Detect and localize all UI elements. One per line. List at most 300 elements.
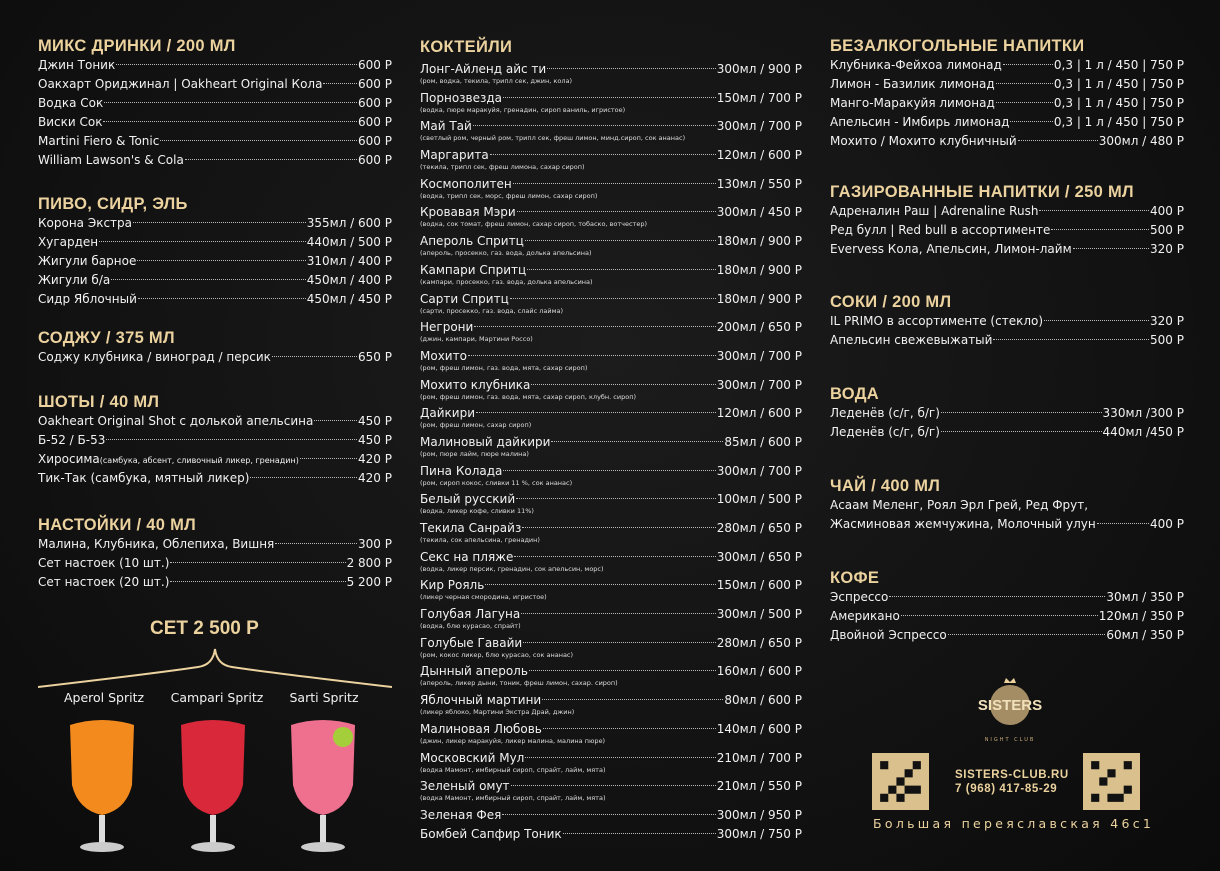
cocktail-item	[420, 62, 802, 91]
dotted-leader	[547, 68, 716, 69]
dotted-leader	[543, 728, 716, 729]
item-price: 500 Р	[1150, 333, 1184, 347]
section-title: БЕЗАЛКОГОЛЬНЫЕ НАПИТКИ	[830, 37, 1085, 55]
dotted-leader	[523, 642, 716, 643]
item-price: 280мл / 650 Р	[716, 635, 802, 650]
menu-section	[38, 328, 392, 367]
item-name: Эспрессо	[830, 590, 889, 604]
menu-item	[420, 550, 802, 565]
dotted-leader	[563, 833, 716, 834]
dotted-leader	[468, 355, 716, 356]
cocktail-item	[420, 148, 802, 177]
dotted-leader	[510, 298, 716, 299]
drink-label: Campari Spritz	[170, 690, 264, 705]
dotted-leader	[527, 269, 716, 270]
cocktail-item	[420, 205, 802, 234]
dotted-leader	[531, 384, 715, 385]
item-price: 500 Р	[1150, 223, 1184, 237]
menu-item	[420, 378, 802, 393]
item-price: 400 Р	[1150, 204, 1184, 218]
ornament-divider	[38, 645, 392, 690]
item-name: Б-52 / Б-53	[38, 433, 106, 447]
menu-item	[420, 464, 802, 479]
item-price: 600 Р	[358, 115, 392, 129]
menu-item	[830, 94, 1184, 113]
dotted-leader	[170, 581, 345, 582]
dotted-leader	[901, 615, 1098, 616]
dotted-leader	[502, 814, 715, 815]
item-price: 450мл / 400 Р	[306, 273, 392, 287]
dotted-leader	[476, 412, 716, 413]
dotted-leader	[185, 159, 357, 160]
item-name: Малина, Клубника, Облепиха, Вишня	[38, 537, 275, 551]
menu-section	[38, 515, 392, 592]
cocktail-ingredients: (джин, кампари, Мартини Россо)	[420, 335, 533, 344]
menu-item	[830, 75, 1184, 94]
item-price: 440мл / 500 Р	[306, 235, 392, 249]
item-name: Зеленая Фея	[420, 807, 502, 822]
cocktail-ingredients: (водка, трипл сек, морс, фреш лимон, сахар сироп)	[420, 191, 598, 200]
dotted-leader	[250, 477, 357, 478]
item-price: 355мл / 600 Р	[306, 216, 392, 230]
dotted-leader	[104, 102, 357, 103]
item-name: IL PRIMO в ассортименте (стекло)	[830, 314, 1044, 328]
item-price: 300 Р	[358, 537, 392, 551]
item-name: Леденёв (с/г, б/г)	[830, 425, 940, 439]
dotted-leader	[521, 613, 716, 614]
cocktail-item	[420, 320, 802, 349]
menu-item	[420, 693, 802, 708]
menu-item	[38, 573, 392, 592]
dotted-leader	[116, 64, 357, 65]
item-name: Водка Сок	[38, 96, 104, 110]
cocktail-item	[420, 406, 802, 435]
cocktail-ingredients: (водка, ликер кофе, сливки 11%)	[420, 507, 534, 516]
dotted-leader	[99, 241, 306, 242]
menu-item	[38, 252, 392, 271]
dotted-leader	[517, 211, 716, 212]
item-name: Адреналин Раш | Adrenaline Rush	[830, 204, 1039, 218]
item-name: Секс на пляже	[420, 549, 514, 564]
section-title: МИКС ДРИНКИ / 200 МЛ	[38, 37, 236, 55]
item-name: Двойной Эспрессо	[830, 628, 947, 642]
cocktail-ingredients: (ликер яблоко, Мартини Экстра Драй, джин)	[420, 708, 575, 717]
item-name: Космополитен	[420, 176, 512, 191]
item-price: 5 200 Р	[346, 575, 392, 589]
logo-tagline: NIGHT CLUB	[984, 737, 1036, 743]
item-price: 450 Р	[358, 433, 392, 447]
item-name: Мохито / Мохито клубничный	[830, 134, 1017, 148]
item-price: 330мл /300 Р	[1102, 406, 1184, 420]
menu-item	[420, 349, 802, 364]
item-name: Корона Экстра	[38, 216, 133, 230]
dotted-leader	[474, 326, 715, 327]
item-price: 200мл / 650 Р	[716, 320, 802, 335]
item-price: 300мл / 480 Р	[1098, 134, 1184, 148]
item-name: Оакхарт Ориджинал | Oakheart Original Кола	[38, 77, 323, 91]
menu-item	[830, 240, 1184, 259]
item-name: Американо	[830, 609, 900, 623]
menu-item	[830, 331, 1184, 350]
item-name: Маргарита	[420, 148, 489, 163]
item-name: Белый русский	[420, 492, 516, 507]
cocktail-ingredients: (ром, фреш лимон, газ. вода, мята, сахар сироп, клубн. сироп)	[420, 392, 636, 401]
item-price: 600 Р	[358, 77, 392, 91]
item-price: 30мл / 350 Р	[1106, 590, 1184, 604]
dotted-leader	[1051, 229, 1149, 230]
menu-item	[38, 75, 392, 94]
menu-item	[38, 412, 392, 431]
menu-section	[38, 36, 392, 170]
dotted-leader	[137, 260, 305, 261]
dotted-leader	[103, 121, 357, 122]
cocktail-ingredients: (ром, фреш лимон, сахар сироп)	[420, 421, 532, 430]
menu-item	[830, 221, 1184, 240]
dotted-leader	[1097, 523, 1149, 524]
menu-item	[420, 177, 802, 192]
menu-item	[420, 578, 802, 593]
item-price: 450мл / 450 Р	[306, 292, 392, 306]
menu-section	[830, 182, 1184, 259]
cocktail-item	[420, 378, 802, 407]
menu-item	[420, 521, 802, 536]
item-price: 280мл / 650 Р	[716, 521, 802, 535]
item-name: Сидр Яблочный	[38, 292, 137, 306]
item-price: 600 Р	[358, 96, 392, 110]
menu-item	[38, 535, 392, 554]
item-price: 0,3 | 1 л / 450 | 750 Р	[1053, 77, 1184, 91]
item-price: 300мл / 700 Р	[716, 463, 802, 478]
item-name: Голубые Гавайи	[420, 635, 523, 650]
item-name: Соджу клубника / виноград / персик	[38, 350, 271, 364]
item-name: Порнозвезда	[420, 90, 503, 105]
cocktail-item	[420, 722, 802, 751]
dotted-leader	[941, 431, 1102, 432]
cocktail-item	[420, 349, 802, 378]
item-price: 320 Р	[1150, 314, 1184, 328]
menu-item	[420, 664, 802, 679]
menu-section	[830, 476, 1184, 534]
item-price: 300мл / 700 Р	[716, 119, 802, 134]
dotted-leader	[522, 527, 715, 528]
menu-item	[38, 214, 392, 233]
cocktail-item	[420, 263, 802, 292]
menu-item	[420, 263, 802, 278]
item-name: Evervess Кола, Апельсин, Лимон-лайм	[830, 242, 1072, 256]
menu-section	[830, 36, 1184, 151]
item-price: 180мл / 900 Р	[716, 262, 802, 277]
item-price: 210мл / 700 Р	[716, 750, 802, 765]
dotted-leader	[133, 222, 306, 223]
cocktail-ingredients: (ром, кокос ликер, блю курасао, сок ананас)	[420, 650, 574, 659]
menu-item	[420, 779, 802, 794]
item-price: 180мл / 900 Р	[716, 234, 802, 249]
dotted-leader	[490, 154, 716, 155]
section-title: ШОТЫ / 40 МЛ	[38, 393, 160, 411]
item-name: Дайкири	[420, 406, 475, 421]
item-name: Oakheart Original Shot с долькой апельсина	[38, 414, 314, 428]
dotted-leader	[525, 240, 716, 241]
cocktail-item	[420, 779, 802, 808]
item-price: 650 Р	[358, 350, 392, 364]
section-title: КОФЕ	[830, 569, 880, 587]
item-price: 120мл / 350 Р	[1098, 609, 1184, 623]
menu-item	[38, 56, 392, 75]
cocktail-ingredients: (текила, трипл сек, фреш лимона, сахар сироп)	[420, 163, 585, 172]
section-title: СОКИ / 200 МЛ	[830, 293, 952, 311]
item-name: Сарти Спритц	[420, 291, 509, 306]
menu-section	[830, 568, 1184, 645]
dotted-leader	[948, 634, 1106, 635]
cocktail-item	[420, 91, 802, 120]
cocktail-ingredients: (джин, ликер маракуйя, ликер малина, малина пюре)	[420, 736, 606, 745]
set-title: СЕТ 2 500 Р	[150, 618, 259, 639]
menu-section	[38, 392, 392, 488]
item-price: 100мл / 500 Р	[716, 492, 802, 507]
menu-item	[420, 119, 802, 134]
item-name: Мохито	[420, 348, 467, 363]
phone-number[interactable]: 7 (968) 417-85-29	[955, 783, 1058, 795]
menu-item	[38, 431, 392, 450]
section-title: СОДЖУ / 375 МЛ	[38, 329, 175, 347]
item-name: Май Тай	[420, 119, 472, 134]
item-name: Хугарден	[38, 235, 99, 249]
cocktail-ingredients: (апероль, просекко, газ. вода, долька апельсина)	[420, 249, 592, 258]
menu-item	[420, 827, 802, 842]
menu-item	[420, 234, 802, 249]
menu-item	[420, 148, 802, 163]
item-name: Ред булл | Red bull в ассортименте	[830, 223, 1051, 237]
cocktail-item	[420, 636, 802, 665]
section-title: КОКТЕЙЛИ	[420, 38, 513, 56]
menu-item	[420, 607, 802, 622]
item-price: 300мл / 900 Р	[716, 62, 802, 76]
dotted-leader	[300, 458, 357, 459]
cocktail-ingredients: (ром, фреш лимон, газ. вода, мята, сахар сироп)	[420, 363, 588, 372]
menu-item	[38, 233, 392, 252]
dotted-leader	[529, 670, 716, 671]
menu-item	[38, 348, 392, 367]
campari-glass-image	[173, 715, 253, 855]
dotted-leader	[170, 562, 345, 563]
item-price: 420 Р	[358, 471, 392, 485]
item-note: (самбука, абсент, сливочный ликер, гренадин)	[99, 456, 299, 465]
item-price: 120мл / 600 Р	[716, 148, 802, 163]
item-price: 400 Р	[1150, 517, 1184, 531]
item-name: Мохито клубника	[420, 377, 531, 392]
cocktails-column	[420, 0, 802, 871]
cocktail-item	[420, 607, 802, 636]
dotted-leader	[941, 412, 1102, 413]
menu-item	[830, 496, 1184, 515]
item-name: William Lawson's & Cola	[38, 153, 184, 167]
cocktail-ingredients: (текила, сок апельсина, гренадин)	[420, 536, 540, 544]
cocktail-item	[420, 119, 802, 148]
item-name: Текила Санрайз	[420, 521, 522, 535]
dotted-leader	[314, 420, 357, 421]
menu-section	[830, 384, 1184, 442]
logo-text: SISTERS	[977, 697, 1043, 714]
menu-item	[38, 94, 392, 113]
item-price: 300мл / 700 Р	[716, 348, 802, 363]
item-price: 0,3 | 1 л / 450 | 750 Р	[1053, 96, 1184, 110]
menu-item	[830, 312, 1184, 331]
dotted-leader	[993, 339, 1149, 340]
menu-item	[38, 132, 392, 151]
telegram-qr-code[interactable]	[1083, 753, 1140, 810]
item-price: 60мл / 350 Р	[1106, 628, 1184, 642]
cocktail-ingredients: (ром, пюре лайм, пюре малина)	[420, 449, 529, 458]
item-price: 85мл / 600 Р	[724, 434, 802, 449]
menu-section	[830, 292, 1184, 350]
item-name: Тик-Так (самбука, мятный ликер)	[38, 471, 250, 485]
menu-section	[38, 194, 392, 309]
item-price: 120мл / 600 Р	[716, 406, 802, 421]
menu-item	[830, 423, 1184, 442]
dotted-leader	[514, 556, 715, 557]
item-price: 160мл / 600 Р	[716, 664, 802, 679]
menu-item	[420, 62, 802, 77]
sarti-glass-image	[283, 715, 363, 855]
dotted-leader	[275, 543, 357, 544]
cocktail-item	[420, 664, 802, 693]
item-name: Зеленый омут	[420, 779, 510, 794]
item-name: Жигули б/а	[38, 273, 111, 287]
cocktail-item	[420, 578, 802, 607]
item-price: 450 Р	[358, 414, 392, 428]
item-name: Леденёв (с/г, б/г)	[830, 406, 940, 420]
website-qr-code[interactable]	[872, 753, 929, 810]
dotted-leader	[525, 757, 715, 758]
aperol-glass-image	[62, 715, 142, 855]
dotted-leader	[996, 83, 1053, 84]
item-price: 300мл / 700 Р	[716, 377, 802, 392]
item-name: Малиновая Любовь	[420, 721, 542, 736]
menu-item	[830, 607, 1184, 626]
item-name: Лонг-Айленд айс ти	[420, 62, 547, 76]
cocktail-ingredients: (водка Мамонт, имбирный сироп, спрайт, лайм, мята)	[420, 794, 606, 803]
item-price: 130мл / 550 Р	[716, 176, 802, 191]
item-price: 600 Р	[358, 134, 392, 148]
dotted-leader	[1044, 320, 1149, 321]
item-price: 150мл / 600 Р	[716, 578, 802, 593]
contacts	[955, 768, 1069, 796]
cocktail-ingredients: (водка Мамонт, имбирный сироп, спрайт, лайм, мята)	[420, 765, 606, 774]
menu-item	[420, 492, 802, 507]
item-name: Голубая Лагуна	[420, 607, 521, 622]
menu-item	[38, 450, 392, 469]
item-name: Сет настоек (10 шт.)	[38, 556, 170, 570]
item-price: 210мл / 550 Р	[716, 779, 802, 794]
dotted-leader	[111, 279, 306, 280]
item-price: 2 800 Р	[346, 556, 392, 570]
cocktail-item	[420, 751, 802, 780]
dotted-leader	[503, 470, 715, 471]
cocktail-item	[420, 693, 802, 722]
dotted-leader	[272, 356, 357, 357]
menu-item	[420, 636, 802, 651]
item-name: Бомбей Сапфир Тоник	[420, 826, 562, 841]
cocktail-item	[420, 827, 802, 846]
dotted-leader	[542, 699, 723, 700]
cocktail-ingredients: (водка, пюре маракуйя, гренадин, сироп ваниль, игристое)	[420, 105, 626, 114]
cocktail-item	[420, 292, 802, 321]
drink-label: Sarti Spritz	[289, 690, 359, 705]
item-price: 300мл / 950 Р	[716, 807, 802, 822]
section-title: ГАЗИРОВАННЫЕ НАПИТКИ / 250 МЛ	[830, 183, 1134, 201]
dotted-leader	[516, 498, 716, 499]
item-price: 300мл / 650 Р	[716, 549, 802, 564]
menu-item	[420, 722, 802, 737]
menu-item	[38, 469, 392, 488]
item-name: Апероль Спритц	[420, 234, 524, 249]
cocktail-ingredients: (ликер черная смородина, игристое)	[420, 593, 547, 602]
menu-item	[420, 435, 802, 450]
website-link[interactable]: SISTERS-CLUB.RU	[955, 769, 1069, 781]
dotted-leader	[1039, 210, 1149, 211]
cocktail-ingredients: (водка, сок томат, фреш лимон, сахар сироп, тобаско, вотчестер)	[420, 220, 648, 229]
cocktail-ingredients: (ром, сироп кокос, сливки 11 %, сок ананас)	[420, 478, 573, 487]
dotted-leader	[1073, 248, 1149, 249]
cocktail-item	[420, 550, 802, 579]
cocktail-item	[420, 464, 802, 493]
item-name: Жигули барное	[38, 254, 137, 268]
item-price: 300мл / 500 Р	[716, 607, 802, 622]
menu-item	[420, 292, 802, 307]
menu-item	[38, 113, 392, 132]
item-name: Яблочный мартини	[420, 693, 542, 708]
section-title: НАСТОЙКИ / 40 МЛ	[38, 516, 197, 534]
dotted-leader	[1018, 140, 1098, 141]
cocktail-item	[420, 521, 802, 550]
section-title: ВОДА	[830, 385, 879, 403]
item-name: Клубника-Фейхоа лимонад	[830, 58, 1002, 72]
address: Большая переяславская 46с1	[873, 816, 1155, 831]
dotted-leader	[513, 183, 716, 184]
item-price: 0,3 | 1 л / 450 | 750 Р	[1053, 115, 1184, 129]
dotted-leader	[323, 83, 357, 84]
menu-item	[830, 588, 1184, 607]
item-name: Апельсин свежевыжатый	[830, 333, 993, 347]
item-price: 150мл / 700 Р	[716, 90, 802, 105]
dotted-leader	[996, 102, 1053, 103]
menu-item	[420, 205, 802, 220]
cocktail-item	[420, 435, 802, 464]
dotted-leader	[473, 125, 716, 126]
menu-item	[38, 271, 392, 290]
item-name: Хиросима	[38, 452, 100, 466]
menu-item	[420, 320, 802, 335]
cocktail-ingredients: (ром, водка, текила, трипл сек, джин, кола)	[420, 77, 572, 85]
menu-item	[38, 290, 392, 309]
cocktail-ingredients: (сарти, просекко, газ. вода, слайс лайма)	[420, 306, 564, 315]
cocktail-ingredients: (апероль, ликер дыни, тоник, фреш лимон, сахар. сироп)	[420, 679, 618, 688]
item-price: 80мл / 600 Р	[724, 693, 802, 708]
item-price: 300мл / 450 Р	[716, 205, 802, 220]
dotted-leader	[1010, 121, 1052, 122]
item-price: 600 Р	[358, 153, 392, 167]
cocktail-item	[420, 177, 802, 206]
drink-label: Aperol Spritz	[63, 690, 145, 705]
dotted-leader	[889, 596, 1105, 597]
dotted-leader	[503, 97, 716, 98]
item-name: Негрони	[420, 320, 474, 335]
item-name: Асаам Меленг, Роял Эрл Грей, Ред Фрут,	[830, 498, 1089, 512]
item-price: 0,3 | 1 л / 450 | 750 Р	[1053, 58, 1184, 72]
menu-item	[420, 751, 802, 766]
menu-item	[830, 626, 1184, 645]
dotted-leader	[485, 584, 715, 585]
